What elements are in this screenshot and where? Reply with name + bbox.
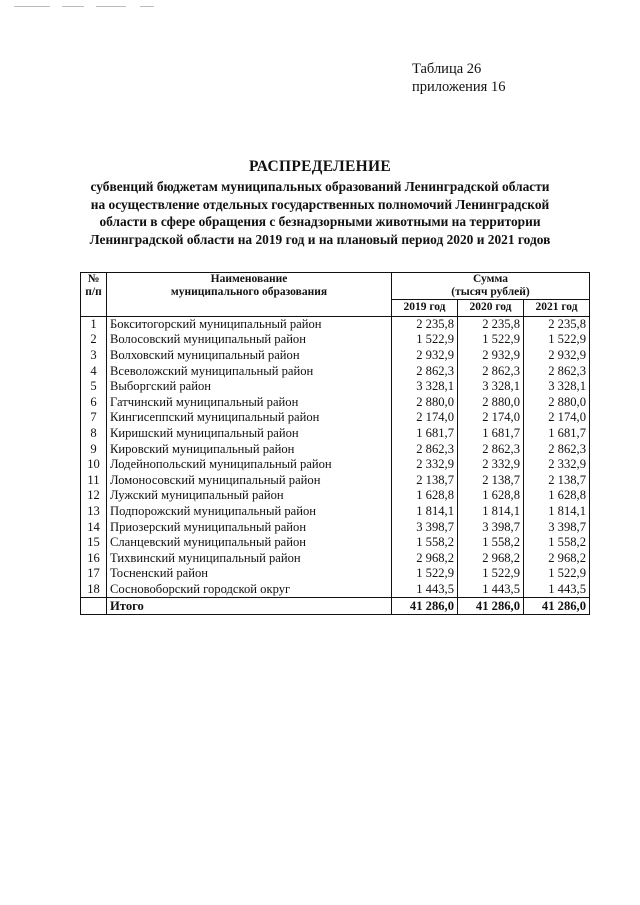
value-2020: 1 681,7 (457, 426, 523, 442)
total-2020: 41 286,0 (457, 598, 523, 615)
col-header-sum (391, 273, 589, 300)
subtitle-line-4: Ленинградской области на 2019 год и на плановый период 2020 и 2021 годов (89, 231, 551, 247)
municipality-name: Гатчинский муниципальный район (107, 395, 392, 411)
col-header-2021: 2021 год (523, 300, 589, 317)
table-row (81, 441, 590, 457)
table-row (81, 316, 590, 332)
table-row (81, 582, 590, 598)
table-body (81, 316, 590, 614)
table-row (81, 348, 590, 364)
value-2021: 1 681,7 (523, 426, 589, 442)
value-2020: 1 814,1 (457, 504, 523, 520)
value-2019: 2 932,9 (391, 348, 457, 364)
subtitle-line-1: субвенций бюджетам муниципальных образований Ленинградской области (90, 179, 550, 194)
value-2021: 2 862,3 (523, 363, 589, 379)
municipality-name: Кировский муниципальный район (107, 441, 392, 457)
municipality-name: Всеволожский муниципальный район (107, 363, 392, 379)
value-2019: 1 628,8 (391, 488, 457, 504)
total-2021: 41 286,0 (523, 598, 589, 615)
table-row (81, 504, 590, 520)
value-2021: 2 862,3 (523, 441, 589, 457)
value-2020: 2 968,2 (457, 551, 523, 567)
municipality-name: Тихвинский муниципальный район (107, 551, 392, 567)
col-header-name (107, 273, 392, 317)
table-row (81, 473, 590, 489)
table-row (81, 395, 590, 411)
municipality-name: Выборгский район (107, 379, 392, 395)
value-2020: 2 174,0 (457, 410, 523, 426)
table-number: Таблица 26 (412, 61, 482, 77)
municipality-name: Киришский муниципальный район (107, 426, 392, 442)
value-2019: 2 862,3 (391, 363, 457, 379)
value-2020: 1 558,2 (457, 535, 523, 551)
municipality-name: Лужский муниципальный район (107, 488, 392, 504)
value-2021: 2 235,8 (523, 316, 589, 332)
value-2020: 2 235,8 (457, 316, 523, 332)
value-2019: 2 862,3 (391, 441, 457, 457)
municipality-name: Приозерский муниципальный район (107, 519, 392, 535)
value-2020: 2 332,9 (457, 457, 523, 473)
document-heading (0, 158, 640, 248)
table-row (81, 426, 590, 442)
value-2021: 3 398,7 (523, 519, 589, 535)
value-2021: 1 522,9 (523, 332, 589, 348)
table-row (81, 519, 590, 535)
row-number: 11 (81, 473, 107, 489)
value-2020: 2 138,7 (457, 473, 523, 489)
municipality-name: Бокситогорский муниципальный район (107, 316, 392, 332)
value-2019: 2 968,2 (391, 551, 457, 567)
value-2019: 2 880,0 (391, 395, 457, 411)
municipality-name: Кингисеппский муниципальный район (107, 410, 392, 426)
col-header-name-line1: Наименование (210, 273, 288, 285)
value-2020: 2 880,0 (457, 395, 523, 411)
col-header-name-line2: муниципального образования (170, 286, 328, 298)
value-2019: 1 814,1 (391, 504, 457, 520)
value-2021: 2 932,9 (523, 348, 589, 364)
value-2019: 2 235,8 (391, 316, 457, 332)
row-number: 10 (81, 457, 107, 473)
value-2021: 2 138,7 (523, 473, 589, 489)
value-2020: 1 522,9 (457, 332, 523, 348)
value-2021: 3 328,1 (523, 379, 589, 395)
value-2020: 1 522,9 (457, 566, 523, 582)
municipality-name: Тосненский район (107, 566, 392, 582)
value-2019: 1 681,7 (391, 426, 457, 442)
municipality-name: Волосовский муниципальный район (107, 332, 392, 348)
value-2021: 1 522,9 (523, 566, 589, 582)
value-2019: 2 332,9 (391, 457, 457, 473)
col-header-sum-line2: (тысяч рублей) (451, 286, 530, 298)
row-number: 13 (81, 504, 107, 520)
col-header-2019: 2019 год (391, 300, 457, 317)
document-title: РАСПРЕДЕЛЕНИЕ (249, 158, 391, 175)
row-number: 1 (81, 316, 107, 332)
row-number: 7 (81, 410, 107, 426)
row-number: 3 (81, 348, 107, 364)
value-2021: 1 628,8 (523, 488, 589, 504)
municipality-name: Подпорожский муниципальный район (107, 504, 392, 520)
value-2021: 2 880,0 (523, 395, 589, 411)
row-number: 17 (81, 566, 107, 582)
value-2019: 2 138,7 (391, 473, 457, 489)
total-number-cell (81, 598, 107, 615)
table-reference (412, 60, 505, 96)
total-label: Итого (107, 598, 392, 615)
row-number: 9 (81, 441, 107, 457)
value-2019: 1 443,5 (391, 582, 457, 598)
value-2020: 2 862,3 (457, 363, 523, 379)
municipality-name: Сосновоборский городской округ (107, 582, 392, 598)
municipality-name: Лодейнопольский муниципальный район (107, 457, 392, 473)
municipality-name: Ломоносовский муниципальный район (107, 473, 392, 489)
value-2019: 1 558,2 (391, 535, 457, 551)
total-row (81, 598, 590, 615)
value-2021: 1 814,1 (523, 504, 589, 520)
scan-artifact (14, 6, 174, 12)
value-2019: 1 522,9 (391, 332, 457, 348)
value-2021: 2 968,2 (523, 551, 589, 567)
row-number: 18 (81, 582, 107, 598)
value-2021: 2 332,9 (523, 457, 589, 473)
table-row (81, 332, 590, 348)
appendix-number: приложения 16 (412, 79, 506, 95)
subtitle-line-3: области в сфере обращения с безнадзорными животными на территории (99, 214, 541, 229)
value-2020: 3 328,1 (457, 379, 523, 395)
row-number: 15 (81, 535, 107, 551)
row-number: 4 (81, 363, 107, 379)
header-row (81, 273, 590, 300)
value-2020: 2 862,3 (457, 441, 523, 457)
col-header-number (81, 273, 107, 317)
row-number: 8 (81, 426, 107, 442)
value-2020: 3 398,7 (457, 519, 523, 535)
value-2019: 3 398,7 (391, 519, 457, 535)
value-2020: 2 932,9 (457, 348, 523, 364)
row-number: 2 (81, 332, 107, 348)
row-number: 16 (81, 551, 107, 567)
table-row (81, 457, 590, 473)
col-header-sum-line1: Сумма (473, 273, 508, 285)
municipality-name: Волховский муниципальный район (107, 348, 392, 364)
table-row (81, 488, 590, 504)
table-row (81, 566, 590, 582)
subtitle-line-2: на осуществление отдельных государственных полномочий Ленинградской (90, 196, 550, 212)
row-number: 12 (81, 488, 107, 504)
col-header-number-text: № п/п (85, 273, 102, 298)
table-row (81, 363, 590, 379)
value-2019: 1 522,9 (391, 566, 457, 582)
value-2019: 3 328,1 (391, 379, 457, 395)
value-2020: 1 443,5 (457, 582, 523, 598)
municipality-name: Сланцевский муниципальный район (107, 535, 392, 551)
table-row (81, 551, 590, 567)
table-row (81, 410, 590, 426)
row-number: 6 (81, 395, 107, 411)
value-2021: 1 558,2 (523, 535, 589, 551)
value-2021: 2 174,0 (523, 410, 589, 426)
row-number: 5 (81, 379, 107, 395)
table-row (81, 535, 590, 551)
row-number: 14 (81, 519, 107, 535)
col-header-2020: 2020 год (457, 300, 523, 317)
value-2019: 2 174,0 (391, 410, 457, 426)
distribution-table (80, 272, 590, 615)
table-row (81, 379, 590, 395)
total-2019: 41 286,0 (391, 598, 457, 615)
value-2021: 1 443,5 (523, 582, 589, 598)
value-2020: 1 628,8 (457, 488, 523, 504)
